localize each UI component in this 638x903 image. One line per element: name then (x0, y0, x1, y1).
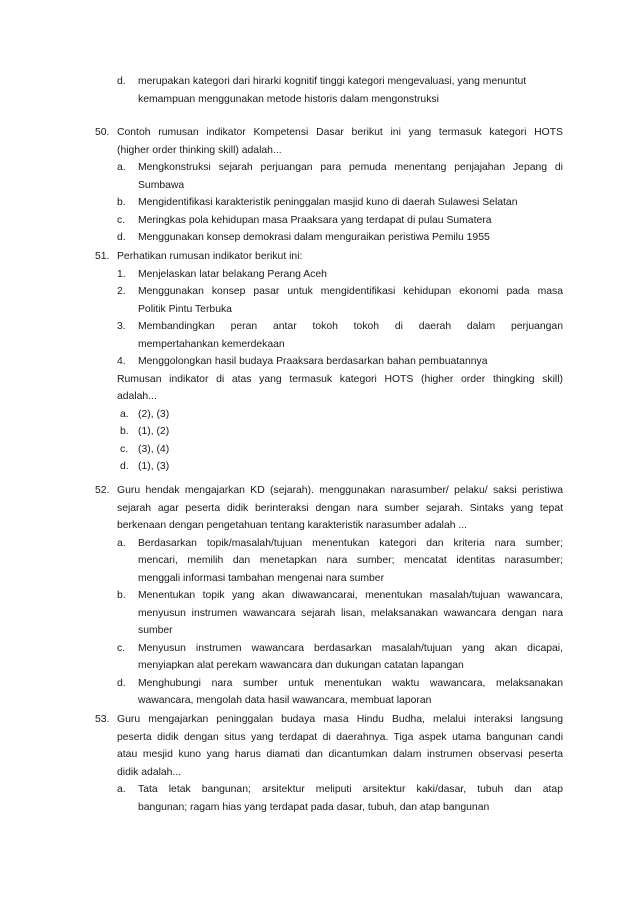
question-prompt-line: Rumusan indikator di atas yang termasuk kategori HOTS (higher order thingking skill) (117, 373, 563, 385)
option-text-line: bangunan; ragam hias yang terdapat pada dasar, tubuh, dan atap bangunan (138, 801, 490, 813)
question-51 (95, 248, 563, 476)
option-text: (3), (4) (138, 443, 170, 455)
item-text-line: Menggunakan konsep pasar untuk mengidentifikasi kehidupan ekonomi pada masa (138, 286, 563, 297)
indicator-item-2 (95, 283, 563, 301)
option-label: a. (120, 408, 129, 420)
item-text-line: Menggolongkan hasil budaya Praaksara berdasarkan bahan pembuatannya (138, 356, 488, 367)
option-text-line: Menggunakan konsep demokrasi dalam menguraikan peristiwa Pemilu 1955 (138, 232, 490, 243)
question-stem-line: didik adalah... (117, 766, 182, 778)
option-label: d. (117, 677, 126, 689)
option-text-line: Menyusun instrumen wawancara berdasarkan masalah/tujuan yang akan dicapai, (138, 642, 563, 654)
question-stem-line: (higher order thinking skill) adalah... (117, 144, 282, 156)
option-text-line: kemampuan menggunakan metode historis dalam mengonstruksi (138, 93, 439, 105)
item-text-line: Menjelaskan latar belakang Perang Aceh (138, 268, 327, 280)
item-label: 3. (117, 321, 126, 332)
question-number: 53. (95, 714, 110, 725)
option-d (95, 229, 563, 247)
option-b (95, 587, 563, 605)
indicator-item-1 (95, 266, 563, 284)
option-text-line: Mengkonstruksi sejarah perjuangan para pemuda menentang penjajahan Jepang di (138, 162, 563, 173)
option-text-line: menggali informasi tambahan mengenai nara sumber (138, 572, 385, 584)
option-c (95, 441, 563, 459)
option-label: d. (117, 232, 126, 243)
option-text-line: Sumbawa (138, 179, 185, 191)
option-c (95, 212, 563, 230)
question-number: 52. (95, 485, 110, 496)
option-a (95, 159, 563, 177)
option-label: a. (117, 784, 126, 795)
option-text-line: sumber (138, 625, 173, 636)
option-c (95, 640, 563, 658)
option-label: b. (120, 426, 129, 437)
option-d (95, 675, 563, 693)
item-text-line: Membandingkan peran antar tokoh tokoh di daerah dalam perjuangan (138, 321, 563, 332)
question-stem-line: sejarah agar peserta didik berinteraksi dengan nara sumber sejarah. Sintaks yang tepat (117, 502, 563, 514)
option-text-line: Berdasarkan topik/masalah/tujuan menentukan kategori dan kriteria nara sumber; (138, 537, 563, 549)
question-53 (95, 711, 563, 816)
option-label: b. (117, 197, 126, 208)
question-50 (95, 124, 563, 247)
option-a (95, 535, 563, 553)
indicator-item-4 (95, 353, 563, 371)
option-label: d. (117, 76, 126, 87)
item-text-line: Politik Pintu Terbuka (138, 303, 232, 315)
option-text-line: menyiapkan alat perekam wawancara dan dukungan catatan lapangan (138, 660, 464, 671)
question-number: 51. (95, 251, 110, 262)
item-text-line: mempertahankan kemerdekaan (138, 338, 285, 350)
question-stem-line: Guru hendak mengajarkan KD (sejarah). menggunakan narasumber/ pelaku/ saksi peristiwa (117, 485, 563, 496)
question-stem-line: Perhatikan rumusan indikator berikut ini: (117, 251, 303, 262)
indicator-item-3 (95, 318, 563, 336)
option-label: c. (120, 443, 129, 455)
question-52 (95, 482, 563, 710)
option-text-line: Tata letak bangunan; arsitektur meliputi arsitektur kaki/dasar, tubuh dan atap (138, 784, 563, 795)
option-text-line: Menentukan topik yang akan diwawancarai, menentukan masalah/tujuan wawancara, (138, 590, 563, 601)
option-text-line: wawancara, mengolah data hasil wawancara, membuat laporan (138, 695, 432, 706)
option-text-line: Menghubungi nara sumber untuk menentukan waktu wawancara, melaksanakan (138, 677, 563, 689)
option-label: b. (117, 590, 126, 601)
option-text-line: mencari, memilih dan menetapkan nara sumber; mencatat identitas narasumber; (138, 555, 563, 566)
option-b (95, 194, 563, 212)
option-b (95, 423, 563, 441)
option-label: c. (117, 642, 126, 654)
option-text-line: merupakan kategori dari hirarki kognitif tinggi kategori mengevaluasi, yang menuntut (138, 76, 527, 87)
question-stem-line: peserta didik dengan situs yang terdapat di daerahnya. Tiga aspek utama bangunan candi (117, 731, 563, 743)
item-label: 4. (117, 356, 126, 367)
option-label: a. (117, 162, 126, 173)
option-text-line: Meringkas pola kehidupan masa Praaksara yang terdapat di pulau Sumatera (138, 214, 492, 226)
option-label: c. (117, 214, 126, 226)
option-label: d. (120, 461, 129, 472)
question-number: 50. (95, 127, 110, 138)
option-text-line: menyusun instrumen wawancara sejarah lisan, melaksanakan wawancara dengan nara (138, 607, 563, 619)
question-stem-line: berkenaan dengan pengetahuan tentang karakteristik narasumber adalah ... (117, 520, 468, 531)
option-text: (1), (3) (138, 461, 170, 472)
option-label: a. (117, 537, 126, 549)
item-label: 1. (117, 268, 126, 280)
question-stem-line: Guru mengajarkan peninggalan budaya masa Hindu Budha, melalui interaksi langsung (117, 714, 563, 725)
option-a (95, 781, 563, 799)
question-stem-line: atau mesjid kuno yang harus diamati dan dicantumkan dalam instrumen observasi peserta (117, 749, 563, 760)
option-text: (2), (3) (138, 408, 170, 420)
option-text-line: Mengidentifikasi karakteristik peninggalan masjid kuno di daerah Sulawesi Selatan (138, 197, 518, 208)
question-49-option-d (95, 73, 563, 108)
option-text: (1), (2) (138, 426, 170, 437)
option-d (95, 458, 563, 476)
item-label: 2. (117, 286, 126, 297)
question-stem-line: Contoh rumusan indikator Kompetensi Dasar berikut ini yang termasuk kategori HOTS (117, 127, 563, 138)
option-a (95, 406, 563, 424)
question-prompt-line: adalah... (117, 391, 157, 402)
